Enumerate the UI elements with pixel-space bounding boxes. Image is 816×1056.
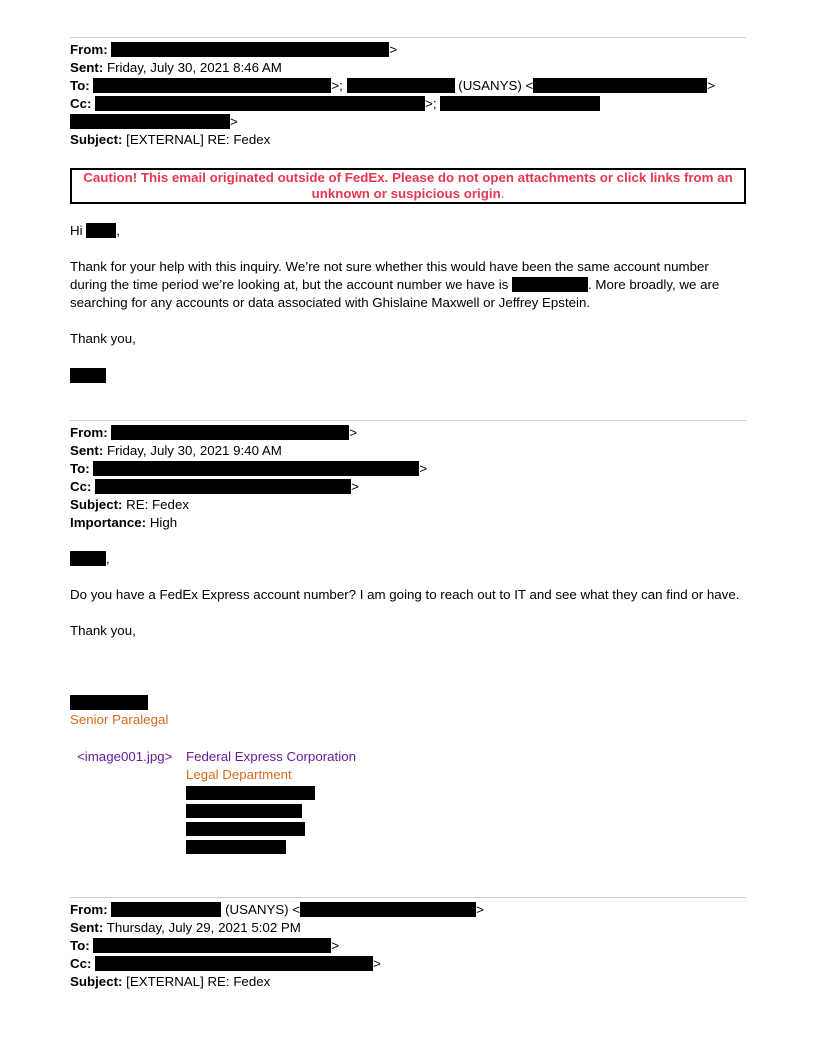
redaction-box (186, 804, 302, 818)
caution-line-2: unknown or suspicious origin (311, 186, 501, 201)
email1-cc-row (70, 95, 746, 113)
subject-value: [EXTERNAL] RE: Fedex (126, 132, 271, 147)
email3-from-row (70, 901, 746, 919)
redaction-box (95, 956, 373, 971)
sent-label: Sent: (70, 443, 104, 458)
redaction-box (186, 786, 315, 800)
email1-to-row (70, 77, 746, 95)
to-usanys: (USANYS) < (458, 78, 534, 93)
para-line-2 (70, 276, 746, 294)
email1-greeting (70, 222, 746, 240)
para-line-1: Thank for your help with this inquiry. We’re not sure whether this would have been the same account number (70, 259, 709, 274)
email3-header (70, 901, 746, 991)
from-label: From: (70, 902, 108, 917)
email2-closing: Thank you, (70, 623, 136, 638)
redaction-box (93, 938, 331, 953)
redaction-box (440, 96, 600, 111)
signature-name (70, 694, 746, 712)
to-label: To: (70, 78, 90, 93)
redaction-box (533, 78, 707, 93)
importance-label: Importance: (70, 515, 147, 530)
sent-value: Friday, July 30, 2021 8:46 AM (106, 60, 282, 75)
email1-sent-row (70, 59, 746, 77)
header-divider-1 (70, 37, 746, 38)
from-end: > (476, 902, 484, 917)
caution-line-1: Caution! This email originated outside of FedEx. Please do not open attachments or click links from an (83, 170, 733, 185)
email2-cc-row (70, 478, 746, 496)
signature-department: Legal Department (186, 767, 292, 782)
to-separator: >; (331, 78, 343, 93)
caution-banner (70, 168, 746, 204)
redaction-box (93, 461, 419, 476)
sent-label: Sent: (70, 920, 104, 935)
cc-end: > (351, 479, 359, 494)
email1-from-row (70, 41, 746, 59)
redaction-box (186, 822, 305, 836)
redaction-box (70, 695, 148, 710)
redaction-box (70, 368, 106, 383)
signature-title: Senior Paralegal (70, 712, 169, 727)
from-suffix: > (389, 42, 398, 57)
email2-header (70, 424, 746, 532)
redaction-box (111, 902, 221, 917)
email2-from-row (70, 424, 746, 442)
email2-importance-row (70, 514, 746, 532)
subject-value: [EXTERNAL] RE: Fedex (126, 974, 271, 989)
redaction-box (111, 42, 389, 57)
subject-label: Subject: (70, 974, 123, 989)
redaction-box (70, 114, 230, 129)
to-end: > (707, 78, 716, 93)
email2-to-row (70, 460, 746, 478)
email1-header (70, 41, 746, 149)
cc-label: Cc: (70, 96, 92, 111)
to-end: > (419, 461, 428, 476)
cc-continuation-end: > (230, 114, 238, 129)
subject-value: RE: Fedex (126, 497, 189, 512)
redaction-box (95, 479, 351, 494)
greeting-word: Hi (70, 223, 83, 238)
to-label: To: (70, 461, 90, 476)
sent-value: Friday, July 30, 2021 9:40 AM (106, 443, 282, 458)
greeting-comma: , (116, 223, 120, 238)
signature-image-placeholder: <image001.jpg> (77, 749, 173, 764)
from-label: From: (70, 425, 108, 440)
redaction-box (300, 902, 476, 917)
sent-value: Thursday, July 29, 2021 5:02 PM (106, 920, 301, 935)
cc-end: > (373, 956, 381, 971)
subject-label: Subject: (70, 132, 123, 147)
cc-label: Cc: (70, 479, 92, 494)
caution-line-2-wrap (72, 186, 744, 202)
para-line-2-tail: . More broadly, we are (588, 277, 720, 292)
email1-subject-row (70, 131, 746, 149)
caution-line-2-tail: . (500, 186, 505, 201)
cc-label: Cc: (70, 956, 92, 971)
cc-separator: >; (425, 96, 437, 111)
email3-subject-row (70, 973, 746, 991)
para-line-2-text: during the time period we’re looking at, but the account number we have is (70, 277, 509, 292)
email1-closing: Thank you, (70, 331, 136, 346)
email3-cc-row (70, 955, 746, 973)
email3-sent-row (70, 919, 746, 937)
to-end: > (331, 938, 340, 953)
redaction-box (86, 223, 116, 238)
redaction-box (93, 78, 331, 93)
to-label: To: (70, 938, 90, 953)
from-suffix: > (349, 425, 358, 440)
redaction-box (95, 96, 425, 111)
redaction-box (70, 551, 106, 566)
subject-label: Subject: (70, 497, 123, 512)
importance-value: High (149, 515, 178, 530)
redaction-box (347, 78, 455, 93)
email2-paragraph: Do you have a FedEx Express account number? I am going to reach out to IT and see what they can find or have. (70, 587, 740, 602)
para-line-3: searching for any accounts or data associated with Ghislaine Maxwell or Jeffrey Epstein. (70, 295, 591, 310)
email2-sent-row (70, 442, 746, 460)
redaction-box (186, 840, 286, 854)
header-divider-2 (70, 420, 746, 421)
from-label: From: (70, 42, 108, 57)
redaction-box (512, 277, 588, 292)
greeting-comma: , (106, 551, 110, 566)
email1-signature-name (70, 367, 746, 385)
header-divider-3 (70, 897, 746, 898)
email3-to-row (70, 937, 746, 955)
email2-greeting (70, 550, 746, 568)
email1-paragraph (70, 258, 746, 312)
redaction-box (111, 425, 349, 440)
signature-address-block (186, 786, 315, 854)
email1-cc-continuation-row (70, 113, 746, 131)
from-usanys: (USANYS) < (225, 902, 301, 917)
sent-label: Sent: (70, 60, 104, 75)
signature-company: Federal Express Corporation (186, 749, 356, 764)
email2-subject-row (70, 496, 746, 514)
